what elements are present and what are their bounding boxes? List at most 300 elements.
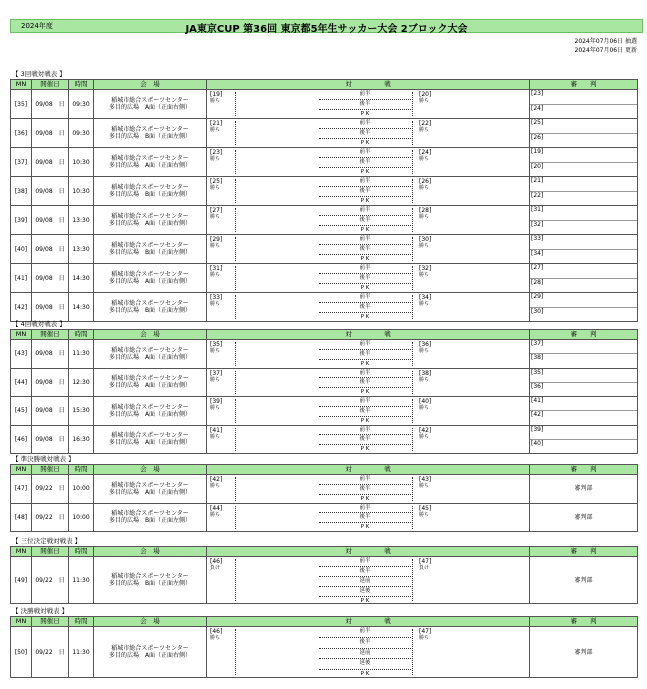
match-cell xyxy=(207,368,530,397)
table-row xyxy=(11,368,638,397)
match-number: [37] xyxy=(11,148,32,177)
score-divider xyxy=(235,399,236,423)
period-pk: P K xyxy=(360,140,370,146)
team-right-ref: [38] xyxy=(419,369,432,377)
score-divider xyxy=(412,559,413,601)
match-date-value: 09/08 xyxy=(35,129,53,137)
team-left-ref: [35] xyxy=(210,341,223,348)
referee-dept: 審判部 xyxy=(530,557,638,604)
match-time: 11:30 xyxy=(69,340,94,369)
referee-team: [39] xyxy=(530,426,637,440)
referee-team: [25] xyxy=(530,119,637,134)
match-date-value: 09/08 xyxy=(35,378,53,386)
venue-name: 稲城市総合スポーツセンター xyxy=(111,510,189,518)
team-right-result-label: 勝ち xyxy=(419,301,430,307)
table-row xyxy=(11,397,638,426)
match-number: [45] xyxy=(11,397,32,426)
match-number: [46] xyxy=(11,425,32,454)
match-time: 13:30 xyxy=(69,206,94,235)
match-day: 日 xyxy=(58,350,65,358)
team-left-result-label: 勝ち xyxy=(210,433,221,440)
score-periods xyxy=(319,206,411,234)
referee-team: [41] xyxy=(530,397,637,411)
match-venue xyxy=(94,503,207,532)
referee-cell xyxy=(530,293,638,322)
team-left-result-label: 勝ち xyxy=(210,127,221,133)
match-cell xyxy=(207,397,530,426)
team-right-ref: [24] xyxy=(419,149,432,156)
page-header xyxy=(10,19,643,33)
score-periods xyxy=(319,90,411,118)
referee-team: [20] xyxy=(531,162,544,170)
venue-field: 多目的広場 B面（正面左側） xyxy=(108,133,192,140)
match-date xyxy=(32,627,69,678)
match-day: 日 xyxy=(58,216,65,224)
score-divider xyxy=(412,92,413,116)
table-row xyxy=(11,148,638,177)
match-time: 10:30 xyxy=(69,177,94,206)
team-left-ref: [31] xyxy=(210,265,223,272)
score-divider xyxy=(412,295,413,319)
team-left xyxy=(210,120,222,134)
team-right xyxy=(419,120,431,134)
score-divider xyxy=(235,559,236,601)
match-date xyxy=(32,340,69,369)
referee-team: [19] xyxy=(530,148,637,163)
score-periods xyxy=(319,627,411,677)
column-header-referee: 審 判 xyxy=(530,80,638,90)
team-left xyxy=(210,207,222,221)
period-first-half: 前半 xyxy=(319,90,411,100)
period-second-half: 後半 xyxy=(319,378,411,388)
score-divider xyxy=(235,266,236,290)
update-date: 2024年07月06日 更新 xyxy=(574,47,637,54)
column-header-mn: MN xyxy=(11,465,32,475)
match-day: 日 xyxy=(58,274,65,282)
period-extra-second: 延後 xyxy=(319,659,411,670)
team-right xyxy=(419,427,431,441)
match-date xyxy=(32,264,69,293)
referee-dept: 審判部 xyxy=(530,503,638,532)
score-divider xyxy=(412,477,413,501)
period-pk: P K xyxy=(360,671,370,678)
match-number: [42] xyxy=(11,293,32,322)
match-date xyxy=(32,177,69,206)
referee-team: [24] xyxy=(531,104,544,112)
referee-team: [28] xyxy=(531,278,544,286)
match-date xyxy=(32,119,69,148)
score-divider xyxy=(235,428,236,452)
team-left-result-label: 勝ち xyxy=(210,243,221,249)
team-right-result-label: 勝ち xyxy=(419,635,430,641)
score-divider xyxy=(235,179,236,203)
match-venue xyxy=(94,627,207,678)
score-periods xyxy=(319,293,411,321)
score-divider xyxy=(412,371,413,395)
match-time: 15:30 xyxy=(69,397,94,426)
score-divider xyxy=(235,208,236,232)
team-left xyxy=(210,370,222,384)
score-divider xyxy=(412,121,413,145)
column-header-match: 対 戦 xyxy=(207,330,530,340)
match-day: 日 xyxy=(58,407,65,415)
section-title: 【 4回戦対戦表 】 xyxy=(12,320,66,328)
team-right xyxy=(419,370,431,384)
column-header-time: 時間 xyxy=(69,465,94,475)
period-second-half: 後半 xyxy=(319,513,411,523)
match-venue xyxy=(94,293,207,322)
column-header-time: 時間 xyxy=(69,547,94,557)
match-date-value: 09/08 xyxy=(35,158,53,166)
match-venue xyxy=(94,557,207,604)
team-left xyxy=(210,558,222,572)
match-day: 日 xyxy=(58,485,65,493)
team-right-result-label: 勝ち xyxy=(419,511,430,518)
team-right xyxy=(419,236,431,250)
team-left xyxy=(210,294,222,308)
venue-field: 多目的広場 A面（正面右側） xyxy=(108,410,192,418)
team-right-ref: [45] xyxy=(419,504,432,512)
column-header-mn: MN xyxy=(11,617,32,627)
page-title: JA東京CUP 第36回 東京都5年生サッカー大会 2ブロック大会 xyxy=(185,24,468,35)
referee-cell xyxy=(530,119,638,148)
match-number: [35] xyxy=(11,90,32,119)
period-second-half: 後半 xyxy=(319,485,411,495)
score-periods xyxy=(319,340,411,368)
match-date xyxy=(32,368,69,397)
score-divider xyxy=(412,342,413,366)
table-header-row xyxy=(11,330,638,340)
venue-field: 多目的広場 A面（正面右側） xyxy=(108,439,192,447)
referee-team: [37] xyxy=(530,340,637,354)
team-right-result-label: 勝ち xyxy=(419,214,430,220)
period-second-half: 後半 xyxy=(319,435,411,445)
match-table xyxy=(10,546,638,604)
column-header-referee: 審 判 xyxy=(530,547,638,557)
referee-team: [42] xyxy=(531,411,544,419)
match-cell xyxy=(207,627,530,678)
table-row xyxy=(11,90,638,119)
referee-team: [22] xyxy=(531,191,544,199)
team-left xyxy=(210,628,222,642)
column-header-time: 時間 xyxy=(69,617,94,627)
team-left-result-label: 勝ち xyxy=(210,185,221,191)
match-date-value: 09/08 xyxy=(35,303,53,311)
match-time: 14:30 xyxy=(69,293,94,322)
column-header-match: 対 戦 xyxy=(207,465,530,475)
match-time: 10:00 xyxy=(69,475,94,504)
venue-name: 稲城市総合スポーツセンター xyxy=(111,573,189,580)
match-date-value: 09/08 xyxy=(35,407,53,415)
column-header-mn: MN xyxy=(11,330,32,340)
team-left-ref: [23] xyxy=(210,149,223,156)
match-venue xyxy=(94,119,207,148)
team-right-ref: [42] xyxy=(419,426,432,434)
table-row xyxy=(11,293,638,322)
period-extra-first: 延前 xyxy=(319,577,411,587)
team-left-result-label: 勝ち xyxy=(210,511,221,518)
match-table xyxy=(10,464,638,532)
venue-field: 多目的広場 A面（正面右側） xyxy=(108,104,192,111)
match-cell xyxy=(207,235,530,264)
period-first-half: 前半 xyxy=(319,426,411,436)
team-right-result-label: 勝ち xyxy=(419,376,430,383)
venue-name: 稲城市総合スポーツセンター xyxy=(111,432,189,440)
match-venue xyxy=(94,475,207,504)
match-date-value: 09/08 xyxy=(35,216,53,224)
venue-field: 多目的広場 A面（正面右側） xyxy=(108,220,192,227)
match-table xyxy=(10,79,638,322)
team-right-result-label: 勝ち xyxy=(419,127,430,133)
team-right-ref: [40] xyxy=(419,398,432,405)
score-divider xyxy=(235,506,236,530)
match-date xyxy=(32,235,69,264)
venue-name: 稲城市総合スポーツセンター xyxy=(111,97,189,104)
referee-team: [35] xyxy=(530,369,637,383)
match-date-value: 09/22 xyxy=(35,648,53,656)
team-left xyxy=(210,149,222,163)
column-header-date: 開催日 xyxy=(32,547,69,557)
team-right xyxy=(419,265,431,279)
team-right-result-label: 勝ち xyxy=(419,156,430,162)
match-number: [50] xyxy=(11,627,32,678)
match-day: 日 xyxy=(58,435,65,443)
venue-field: 多目的広場 A面（正面右側） xyxy=(108,278,192,285)
referee-team: [31] xyxy=(530,206,637,221)
team-right xyxy=(419,91,431,105)
column-header-mn: MN xyxy=(11,80,32,90)
team-left-ref: [39] xyxy=(210,398,223,405)
period-pk: P K xyxy=(360,169,370,175)
score-periods xyxy=(319,148,411,176)
match-time: 09:30 xyxy=(69,119,94,148)
period-second-half: 後半 xyxy=(319,407,411,417)
column-header-venue: 会 場 xyxy=(94,330,207,340)
team-left xyxy=(210,91,222,105)
team-left xyxy=(210,398,222,412)
table-row xyxy=(11,119,638,148)
score-periods xyxy=(319,177,411,205)
period-pk: P K xyxy=(360,111,370,117)
period-pk: P K xyxy=(360,417,370,424)
match-day: 日 xyxy=(58,100,65,108)
match-number: [44] xyxy=(11,368,32,397)
column-header-referee: 審 判 xyxy=(530,617,638,627)
match-number: [38] xyxy=(11,177,32,206)
team-right-ref: [22] xyxy=(419,120,432,127)
score-periods xyxy=(319,557,411,603)
referee-cell xyxy=(530,148,638,177)
match-venue xyxy=(94,206,207,235)
match-day: 日 xyxy=(58,576,65,584)
match-date xyxy=(32,557,69,604)
column-header-venue: 会 場 xyxy=(94,465,207,475)
match-date xyxy=(32,503,69,532)
team-right xyxy=(419,149,431,163)
venue-name: 稲城市総合スポーツセンター xyxy=(111,126,189,133)
team-right xyxy=(419,207,431,221)
match-date xyxy=(32,90,69,119)
referee-team: [32] xyxy=(531,220,544,228)
referee-team: [29] xyxy=(530,293,637,308)
match-date xyxy=(32,397,69,426)
table-header-row xyxy=(11,617,638,627)
period-second-half: 後半 xyxy=(319,187,411,197)
team-right xyxy=(419,294,431,308)
period-first-half: 前半 xyxy=(319,504,411,514)
venue-name: 稲城市総合スポーツセンター xyxy=(111,184,189,191)
match-date-value: 09/08 xyxy=(35,435,53,443)
match-day: 日 xyxy=(58,187,65,195)
match-cell xyxy=(207,340,530,369)
period-pk: P K xyxy=(360,389,370,396)
table-row xyxy=(11,206,638,235)
match-cell xyxy=(207,148,530,177)
match-table xyxy=(10,329,638,454)
match-venue xyxy=(94,90,207,119)
match-date xyxy=(32,206,69,235)
team-right-result-label: 勝ち xyxy=(419,433,430,440)
team-right-result-label: 負け xyxy=(419,565,430,571)
period-second-half: 後半 xyxy=(319,100,411,110)
table-row xyxy=(11,475,638,504)
score-periods xyxy=(319,475,411,503)
team-left-ref: [42] xyxy=(210,476,223,483)
fiscal-year: 2024年度 xyxy=(21,22,53,30)
team-right xyxy=(419,505,431,519)
referee-cell xyxy=(530,264,638,293)
score-divider xyxy=(412,266,413,290)
match-time: 14:30 xyxy=(69,264,94,293)
referee-team: [21] xyxy=(530,177,637,192)
match-day: 日 xyxy=(58,648,65,656)
match-cell xyxy=(207,557,530,604)
match-time: 11:30 xyxy=(69,557,94,604)
score-divider xyxy=(412,629,413,675)
score-divider xyxy=(235,121,236,145)
referee-dept: 審判部 xyxy=(530,475,638,504)
venue-name: 稲城市総合スポーツセンター xyxy=(111,645,189,652)
table-row xyxy=(11,503,638,532)
team-right-ref: [36] xyxy=(419,341,432,348)
team-right-ref: [34] xyxy=(419,294,432,301)
venue-name: 稲城市総合スポーツセンター xyxy=(111,346,189,354)
match-number: [40] xyxy=(11,235,32,264)
match-date xyxy=(32,148,69,177)
team-right xyxy=(419,398,431,412)
section-title: 【 3回戦対戦表 】 xyxy=(12,70,66,78)
referee-cell xyxy=(530,425,638,454)
team-right-ref: [43] xyxy=(419,476,432,483)
team-right xyxy=(419,558,431,572)
table-row xyxy=(11,235,638,264)
team-left-result-label: 勝ち xyxy=(210,405,221,411)
score-divider xyxy=(235,629,236,675)
score-divider xyxy=(412,428,413,452)
period-first-half: 前半 xyxy=(319,264,411,274)
column-header-date: 開催日 xyxy=(32,80,69,90)
team-left-ref: [25] xyxy=(210,178,223,185)
period-pk: P K xyxy=(360,198,370,204)
referee-team: [38] xyxy=(531,354,544,362)
score-divider xyxy=(412,506,413,530)
match-time: 13:30 xyxy=(69,235,94,264)
period-pk: P K xyxy=(360,285,370,291)
period-first-half: 前半 xyxy=(319,206,411,216)
venue-name: 稲城市総合スポーツセンター xyxy=(111,242,189,249)
match-cell xyxy=(207,206,530,235)
team-left-result-label: 勝ち xyxy=(210,272,221,278)
referee-cell xyxy=(530,206,638,235)
match-cell xyxy=(207,425,530,454)
team-left-result-label: 勝ち xyxy=(210,635,221,641)
team-right-ref: [47] xyxy=(419,628,432,635)
venue-name: 稲城市総合スポーツセンター xyxy=(111,213,189,220)
period-second-half: 後半 xyxy=(319,303,411,313)
team-right-ref: [20] xyxy=(419,91,432,98)
column-header-date: 開催日 xyxy=(32,330,69,340)
score-divider xyxy=(235,477,236,501)
score-divider xyxy=(235,237,236,261)
match-date-value: 09/08 xyxy=(35,245,53,253)
match-number: [43] xyxy=(11,340,32,369)
period-pk: P K xyxy=(360,227,370,233)
team-right xyxy=(419,341,431,355)
referee-team: [36] xyxy=(531,382,544,390)
period-first-half: 前半 xyxy=(319,340,411,350)
venue-name: 稲城市総合スポーツセンター xyxy=(111,271,189,278)
score-periods xyxy=(319,426,411,454)
team-right-result-label: 勝ち xyxy=(419,272,430,278)
period-first-half: 前半 xyxy=(319,369,411,379)
period-first-half: 前半 xyxy=(319,235,411,245)
period-extra-second: 延後 xyxy=(319,587,411,597)
referee-cell xyxy=(530,340,638,369)
team-left-ref: [33] xyxy=(210,294,223,301)
venue-name: 稲城市総合スポーツセンター xyxy=(111,375,189,383)
column-header-match: 対 戦 xyxy=(207,80,530,90)
team-left xyxy=(210,476,222,490)
match-cell xyxy=(207,264,530,293)
match-cell xyxy=(207,503,530,532)
match-number: [49] xyxy=(11,557,32,604)
table-header-row xyxy=(11,547,638,557)
match-venue xyxy=(94,235,207,264)
period-pk: P K xyxy=(360,256,370,262)
venue-name: 稲城市総合スポーツセンター xyxy=(111,155,189,162)
period-pk: P K xyxy=(360,495,370,502)
period-first-half: 前半 xyxy=(319,148,411,158)
team-right-result-label: 勝ち xyxy=(419,185,430,191)
column-header-match: 対 戦 xyxy=(207,617,530,627)
match-day: 日 xyxy=(58,513,65,521)
match-time: 09:30 xyxy=(69,90,94,119)
score-periods xyxy=(319,397,411,425)
match-date xyxy=(32,293,69,322)
score-periods xyxy=(319,504,411,532)
period-second-half: 後半 xyxy=(319,158,411,168)
referee-team: [40] xyxy=(531,439,544,447)
section-title: 【 決勝戦対戦表 】 xyxy=(12,607,69,615)
referee-team: [30] xyxy=(531,307,544,315)
match-day: 日 xyxy=(58,378,65,386)
table-row xyxy=(11,340,638,369)
team-right-result-label: 勝ち xyxy=(419,348,430,354)
venue-field: 多目的広場 B面（正面左側） xyxy=(108,517,192,525)
match-date-value: 09/08 xyxy=(35,274,53,282)
column-header-time: 時間 xyxy=(69,80,94,90)
team-left-ref: [21] xyxy=(210,120,223,127)
